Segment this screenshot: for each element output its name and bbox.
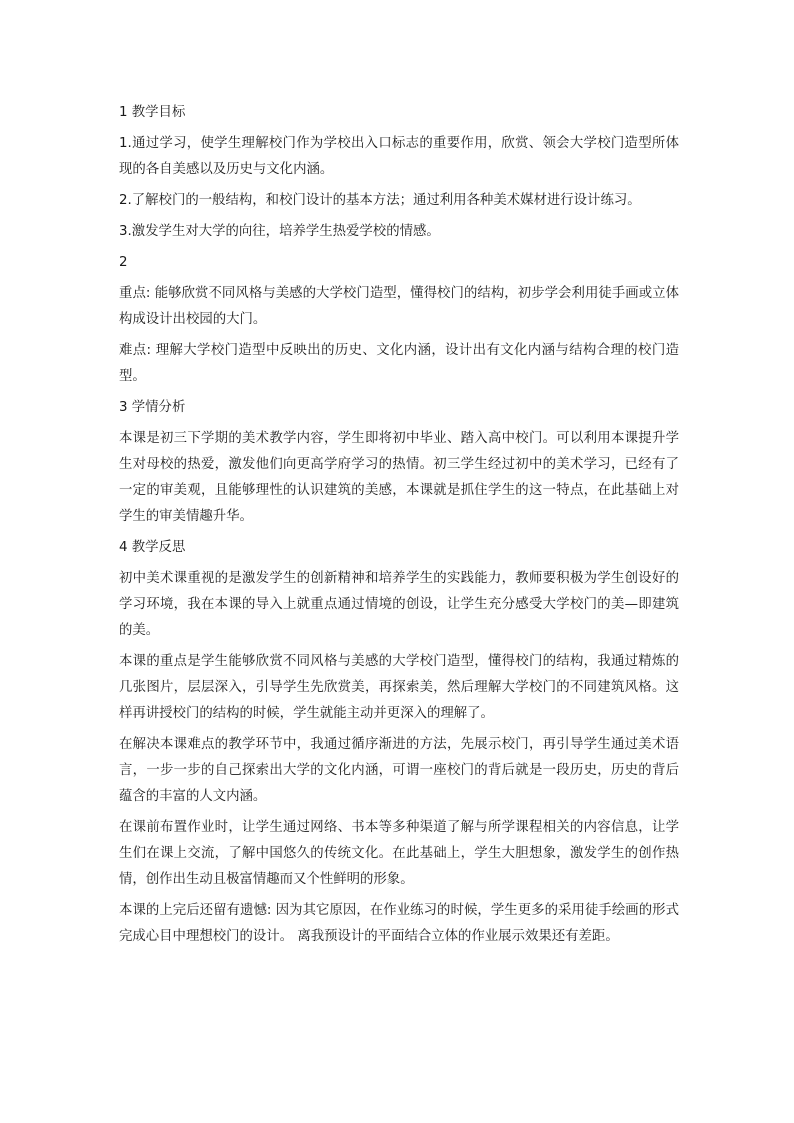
goal-paragraph-2: 2.了解校门的一般结构，和校门设计的基本方法；通过利用各种美术媒材进行设计练习。	[119, 193, 641, 208]
document-page	[119, 100, 679, 955]
section-heading-learner-analysis: 3 学情分析	[119, 400, 186, 415]
reflection-paragraph-2: 本课的重点是学生能够欣赏不同风格与美感的大学校门造型，懂得校门的结构，我通过精炼的几张图片，层层深入，引导学生先欣赏美，再探索美，然后理解大学校门的不同建筑风格。这样再讲授校门的结构的时候，学生就能主动并更深入的理解了。	[119, 654, 679, 721]
section-heading-2: 2	[119, 255, 128, 270]
goal-paragraph-1: 1.通过学习，使学生理解校门作为学校出入口标志的重要作用，欣赏、领会大学校门造型所体现的各自美感以及历史与文化内涵。	[119, 136, 679, 177]
key-points-paragraph: 重点: 能够欣赏不同风格与美感的大学校门造型，懂得校门的结构，初步学会利用徒手画或立体构成设计出校园的大门。	[119, 286, 679, 327]
reflection-paragraph-4: 在课前布置作业时，让学生通过网络、书本等多种渠道了解与所学课程相关的内容信息，让学生们在课上交流，了解中国悠久的传统文化。在此基础上，学生大胆想象，激发学生的创作热情，创作出生动且极富情趣而又个性鲜明的形象。	[119, 820, 679, 887]
reflection-paragraph-3: 在解决本课难点的教学环节中，我通过循序渐进的方法，先展示校门，再引导学生通过美术语言，一步一步的自己探索出大学的文化内涵，可谓一座校门的背后就是一段历史，历史的背后蕴含的丰富的人文内涵。	[119, 737, 679, 804]
section-heading-teaching-goals: 1 教学目标	[119, 105, 186, 120]
goal-paragraph-3: 3.激发学生对大学的向往，培养学生热爱学校的情感。	[119, 224, 440, 239]
learner-analysis-paragraph: 本课是初三下学期的美术教学内容，学生即将初中毕业、踏入高中校门。可以利用本课提升学生对母校的热爱，激发他们向更高学府学习的热情。初三学生经过初中的美术学习，已经有了一定的审美观，且能够理性的认识建筑的美感，本课就是抓住学生的这一特点，在此基础上对学生的审美情趣升华。	[119, 431, 679, 524]
reflection-paragraph-5: 本课的上完后还留有遗憾: 因为其它原因，在作业练习的时候，学生更多的采用徒手绘画的形式完成心目中理想校门的设计。 离我预设计的平面结合立体的作业展示效果还有差距。	[119, 903, 679, 944]
difficulty-paragraph: 难点: 理解大学校门造型中反映出的历史、文化内涵，设计出有文化内涵与结构合理的校门造型。	[119, 343, 679, 384]
section-heading-reflection: 4 教学反思	[119, 540, 186, 555]
reflection-paragraph-1: 初中美术课重视的是激发学生的创新精神和培养学生的实践能力，教师要积极为学生创设好的学习环境，我在本课的导入上就重点通过情境的创设，让学生充分感受大学校门的美—即建筑的美。	[119, 571, 679, 638]
